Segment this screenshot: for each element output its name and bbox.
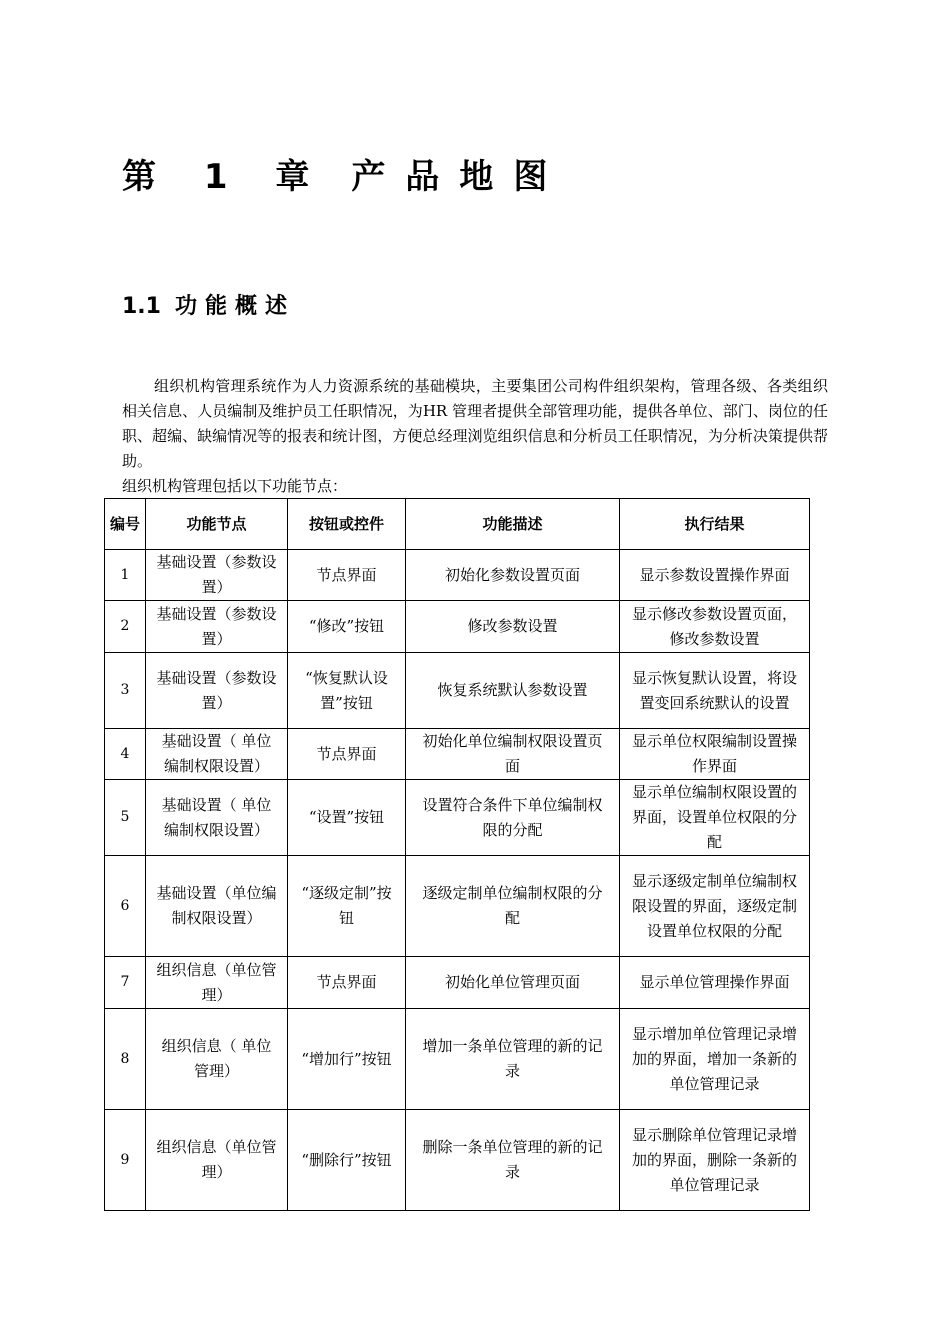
table-row [105,957,810,1009]
table-row [105,550,810,601]
cell-description: 修改参数设置 [406,601,620,653]
cell-id: 1 [105,550,146,601]
cell-result: 显示参数设置操作界面 [620,550,810,601]
cell-control: 节点界面 [288,729,406,780]
table-intro: 组织机构管理包括以下功能节点： [122,477,348,495]
cell-node: 基础设置（ 单位编制权限设置） [146,729,288,780]
header-id: 编号 [105,499,146,550]
cell-id: 9 [105,1110,146,1211]
cell-control: “恢复默认设置”按钮 [288,653,406,729]
cell-description: 初始化参数设置页面 [406,550,620,601]
cell-description: 初始化单位管理页面 [406,957,620,1009]
cell-node: 组织信息（ 单位管理） [146,1009,288,1110]
cell-control: “增加行”按钮 [288,1009,406,1110]
cell-id: 4 [105,729,146,780]
table-row [105,1110,810,1211]
header-description: 功能描述 [406,499,620,550]
function-table [104,498,810,1211]
section-name: 功能概述 [174,294,295,319]
cell-node: 基础设置（ 单位编制权限设置） [146,780,288,856]
cell-id: 5 [105,780,146,856]
cell-control: 节点界面 [288,957,406,1009]
cell-result: 显示增加单位管理记录增加的界面，增加一条新的单位管理记录 [620,1009,810,1110]
table-row [105,653,810,729]
cell-control: “逐级定制”按钮 [288,856,406,957]
header-result: 执行结果 [620,499,810,550]
cell-node: 基础设置（参数设置） [146,601,288,653]
table-row [105,856,810,957]
intro-paragraph: 组织机构管理系统作为人力资源系统的基础模块，主要集团公司构件组织架构，管理各级、各类组织相关信息、人员编制及维护员工任职情况，为HR 管理者提供全部管理功能，提供各单位、部门、岗位的任职、超编、缺编情况等的报表和统计图，方便总经理浏览组织信息和分析员工任职情况，为分析决策提供帮助。 [122,377,828,470]
cell-description: 删除一条单位管理的新的记录 [406,1110,620,1211]
cell-control: “删除行”按钮 [288,1110,406,1211]
cell-node: 组织信息（单位管理） [146,1110,288,1211]
table-row [105,601,810,653]
cell-result: 显示单位编制权限设置的界面，设置单位权限的分配 [620,780,810,856]
cell-id: 3 [105,653,146,729]
table-row [105,729,810,780]
cell-description: 增加一条单位管理的新的记录 [406,1009,620,1110]
cell-result: 显示恢复默认设置，将设置变回系统默认的设置 [620,653,810,729]
cell-result: 显示单位权限编制设置操作界面 [620,729,810,780]
table-row [105,780,810,856]
cell-control: “设置”按钮 [288,780,406,856]
cell-description: 设置符合条件下单位编制权限的分配 [406,780,620,856]
chapter-number: 第 1 章 [122,157,328,197]
cell-id: 6 [105,856,146,957]
section-number: 1.1 [122,294,161,319]
cell-node: 组织信息（单位管理） [146,957,288,1009]
chapter-name: 产品地图 [351,157,568,197]
cell-id: 8 [105,1009,146,1110]
section-title [122,290,295,324]
cell-id: 7 [105,957,146,1009]
cell-id: 2 [105,601,146,653]
cell-result: 显示逐级定制单位编制权限设置的界面，逐级定制设置单位权限的分配 [620,856,810,957]
table-header-row [105,499,810,550]
cell-result: 显示单位管理操作界面 [620,957,810,1009]
cell-description: 恢复系统默认参数设置 [406,653,620,729]
chapter-title [122,152,567,202]
header-control: 按钮或控件 [288,499,406,550]
cell-node: 基础设置（单位编制权限设置） [146,856,288,957]
cell-control: “修改”按钮 [288,601,406,653]
header-node: 功能节点 [146,499,288,550]
cell-result: 显示删除单位管理记录增加的界面，删除一条新的单位管理记录 [620,1110,810,1211]
table-row [105,1009,810,1110]
cell-node: 基础设置（参数设置） [146,653,288,729]
cell-result: 显示修改参数设置页面，修改参数设置 [620,601,810,653]
cell-description: 初始化单位编制权限设置页面 [406,729,620,780]
cell-description: 逐级定制单位编制权限的分配 [406,856,620,957]
cell-node: 基础设置（参数设置） [146,550,288,601]
cell-control: 节点界面 [288,550,406,601]
